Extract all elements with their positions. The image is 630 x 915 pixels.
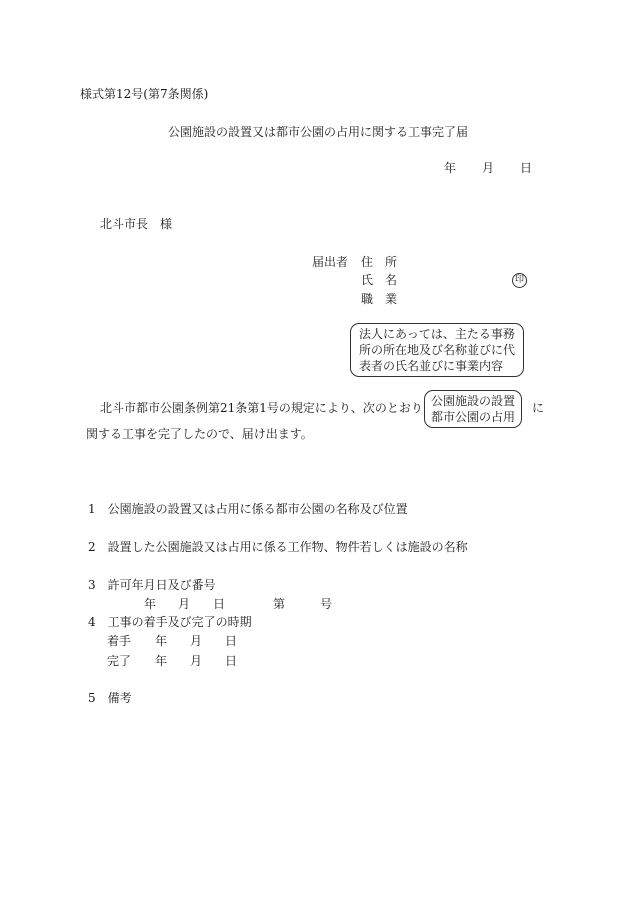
item-4 [88, 614, 252, 630]
applicant-address-label: 住 所 [361, 255, 398, 269]
corporate-note [350, 323, 524, 377]
item-number: 1 [88, 502, 96, 516]
body-line-1-suffix: に [532, 401, 545, 415]
item-text: 備考 [107, 691, 132, 705]
end-label: 完了 [107, 654, 132, 668]
date-line [444, 160, 532, 176]
applicant-name-label: 氏 名 [361, 273, 398, 287]
applicant-occupation-label: 職 業 [361, 292, 398, 306]
start-year: 年 [155, 634, 168, 648]
item-number: 3 [88, 578, 96, 592]
corporate-note-line: 表者の氏名並びに事業内容 [359, 359, 504, 373]
item-text: 設置した公園施設又は占用に係る工作物、物件若しくは施設の名称 [107, 540, 468, 554]
addressee: 北斗市長 様 [100, 217, 173, 231]
choice-bracket [424, 390, 522, 428]
form-number: 様式第12号(第7条関係) [80, 87, 209, 101]
item-number: 4 [88, 615, 96, 629]
start-month: 月 [190, 634, 203, 648]
body-line-2: 関する工事を完了したので、届け出ます。 [86, 427, 313, 441]
permit-go: 号 [320, 597, 333, 611]
choice-option: 公園施設の設置 [431, 394, 516, 408]
date-day: 日 [520, 161, 533, 175]
date-year: 年 [444, 161, 457, 175]
item-3 [88, 577, 216, 593]
start-day: 日 [225, 634, 238, 648]
item-text: 許可年月日及び番号 [107, 578, 216, 592]
applicant-label: 届出者 [312, 255, 349, 269]
permit-year: 年 [144, 597, 157, 611]
corporate-note-line: 所の所在地及び名称並びに代 [359, 343, 516, 357]
end-day: 日 [225, 654, 238, 668]
end-month: 月 [190, 654, 203, 668]
item-number: 5 [88, 691, 96, 705]
permit-day: 日 [213, 597, 226, 611]
item-text: 公園施設の設置又は占用に係る都市公園の名称及び位置 [107, 502, 408, 516]
body-line-1: 北斗市都市公園条例第21条第1号の規定により、次のとおり [100, 401, 423, 415]
date-month: 月 [482, 161, 495, 175]
item-number: 2 [88, 540, 96, 554]
end-year: 年 [155, 654, 168, 668]
seal-mark: 印 [512, 273, 527, 288]
choice-option: 都市公園の占用 [431, 410, 516, 424]
permit-month: 月 [178, 597, 191, 611]
item-5 [88, 690, 132, 706]
item-1 [88, 501, 408, 517]
form-title: 公園施設の設置又は都市公園の占用に関する工事完了届 [168, 125, 469, 139]
corporate-note-line: 法人にあっては、主たる事務 [359, 327, 515, 341]
start-label: 着手 [107, 634, 132, 648]
item-text: 工事の着手及び完了の時期 [107, 615, 252, 629]
permit-dai: 第 [273, 597, 286, 611]
item-2 [88, 539, 468, 555]
